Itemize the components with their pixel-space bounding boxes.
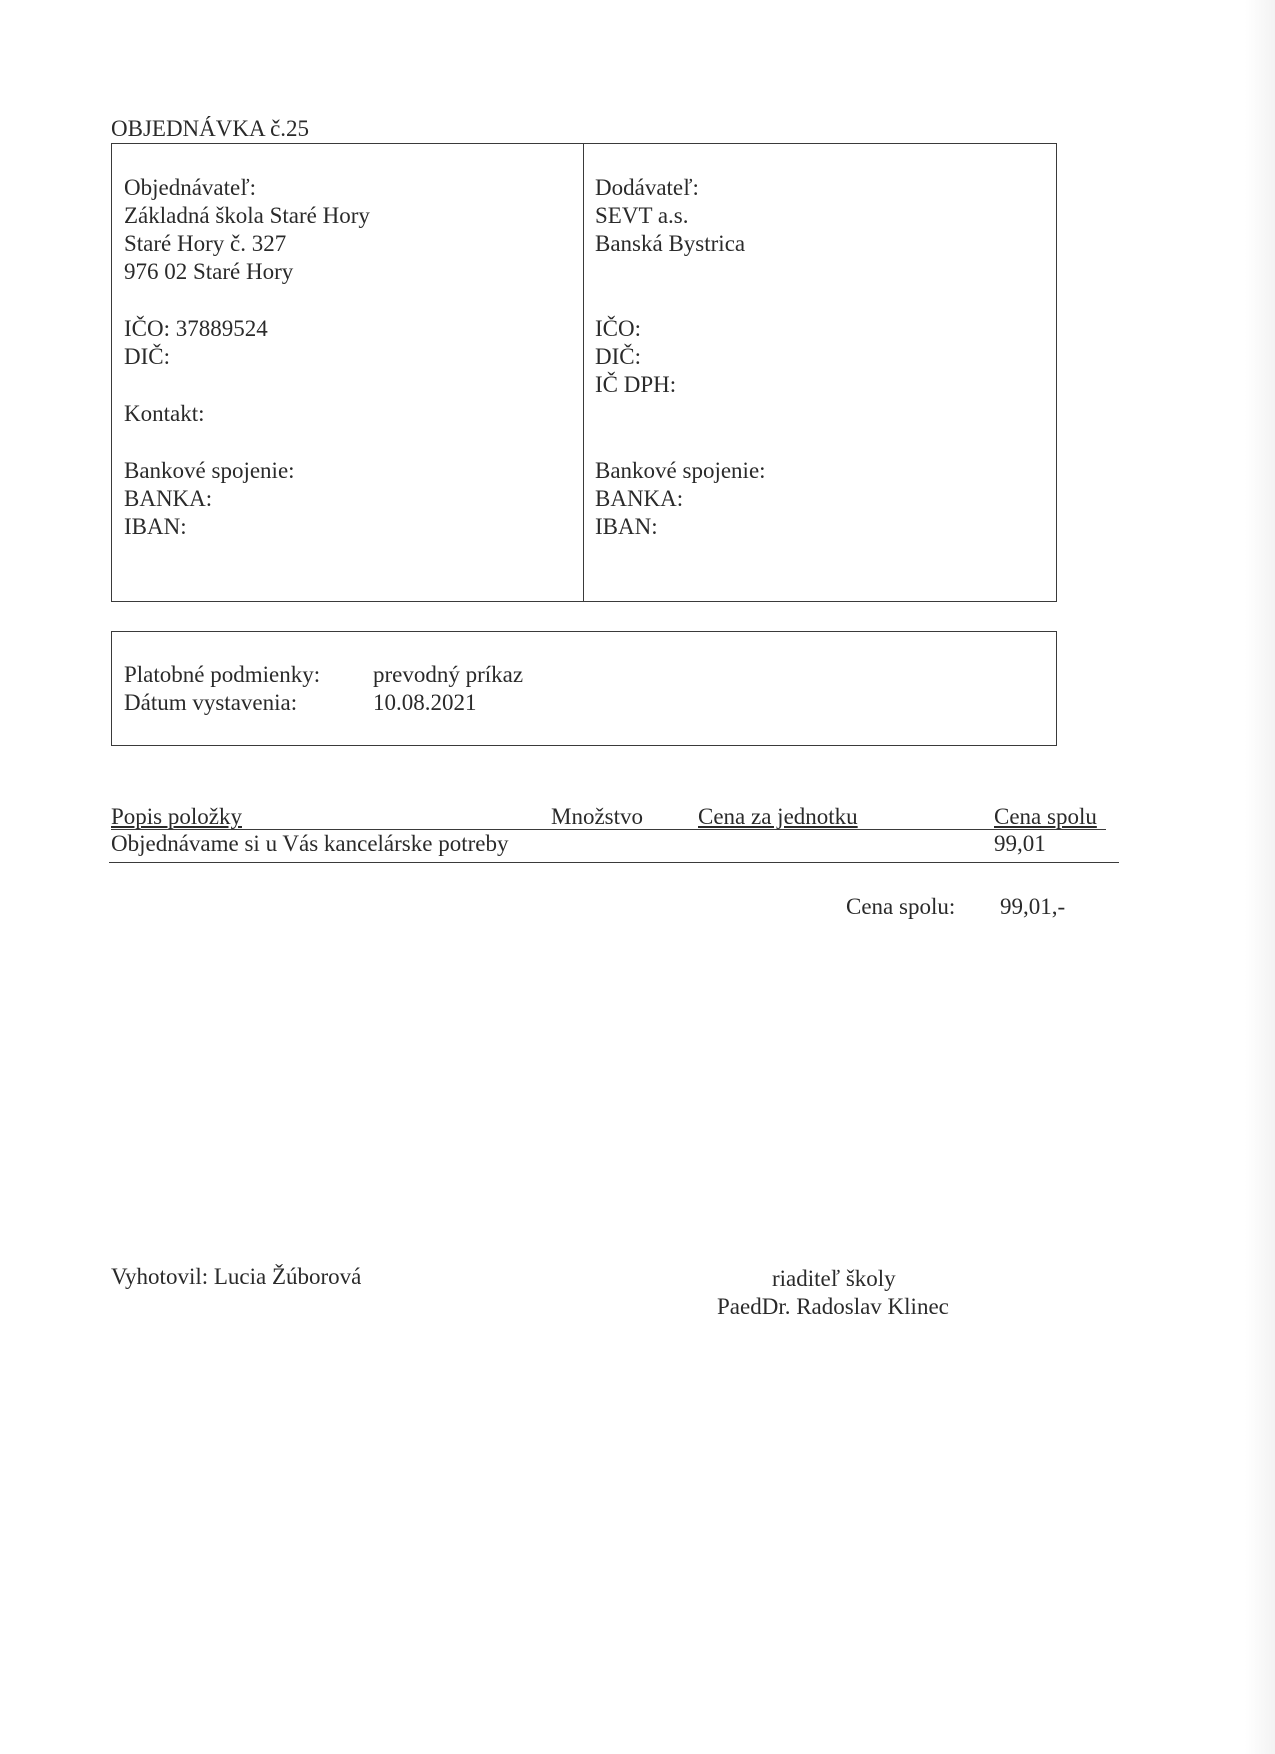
table-row (111, 830, 1111, 858)
supplier-city: Banská Bystrica (595, 231, 746, 256)
orderer-name: Základná škola Staré Hory (124, 203, 370, 228)
total-value: 99,01,- (1000, 894, 1066, 919)
payment-terms-value: prevodný príkaz (373, 662, 524, 687)
header-total: Cena spolu (994, 804, 1097, 829)
signatory-name: PaedDr. Radoslav Klinec (717, 1294, 949, 1319)
orderer-address2: 976 02 Staré Hory (124, 259, 294, 284)
parties-divider (583, 143, 584, 602)
header-unit-price: Cena za jednotku (698, 804, 858, 829)
payment-terms-label: Platobné podmienky: (124, 662, 321, 687)
supplier-name: SEVT a.s. (595, 203, 689, 228)
supplier-bank: BANKA: (595, 486, 684, 511)
supplier-dic: DIČ: (595, 344, 641, 369)
table-row-rule (109, 862, 1119, 863)
total-label: Cena spolu: (846, 894, 956, 919)
orderer-ico: IČO: 37889524 (124, 316, 268, 341)
orderer-heading: Objednávateľ: (124, 175, 256, 200)
header-description: Popis položky (111, 804, 242, 829)
signatory-role: riaditeľ školy (772, 1266, 896, 1291)
orderer-iban: IBAN: (124, 514, 187, 539)
supplier-iban: IBAN: (595, 514, 658, 539)
document-title: OBJEDNÁVKA č.25 (111, 116, 310, 141)
orderer-dic: DIČ: (124, 344, 170, 369)
orderer-bank: BANKA: (124, 486, 213, 511)
header-quantity: Množstvo (551, 804, 643, 829)
supplier-ico: IČO: (595, 316, 641, 341)
scan-edge-shadow (1245, 0, 1275, 1754)
supplier-heading: Dodávateľ: (595, 175, 699, 200)
supplier-bank-heading: Bankové spojenie: (595, 458, 766, 483)
orderer-contact: Kontakt: (124, 401, 205, 426)
row-description: Objednávame si u Vás kancelárske potreby (111, 831, 509, 856)
row-total: 99,01 (994, 831, 1046, 856)
supplier-ic-dph: IČ DPH: (595, 372, 677, 397)
orderer-bank-heading: Bankové spojenie: (124, 458, 295, 483)
issue-date-label: Dátum vystavenia: (124, 690, 298, 715)
issue-date-value: 10.08.2021 (373, 690, 477, 715)
prepared-by: Vyhotovil: Lucia Žúborová (111, 1264, 362, 1289)
orderer-address1: Staré Hory č. 327 (124, 231, 287, 256)
